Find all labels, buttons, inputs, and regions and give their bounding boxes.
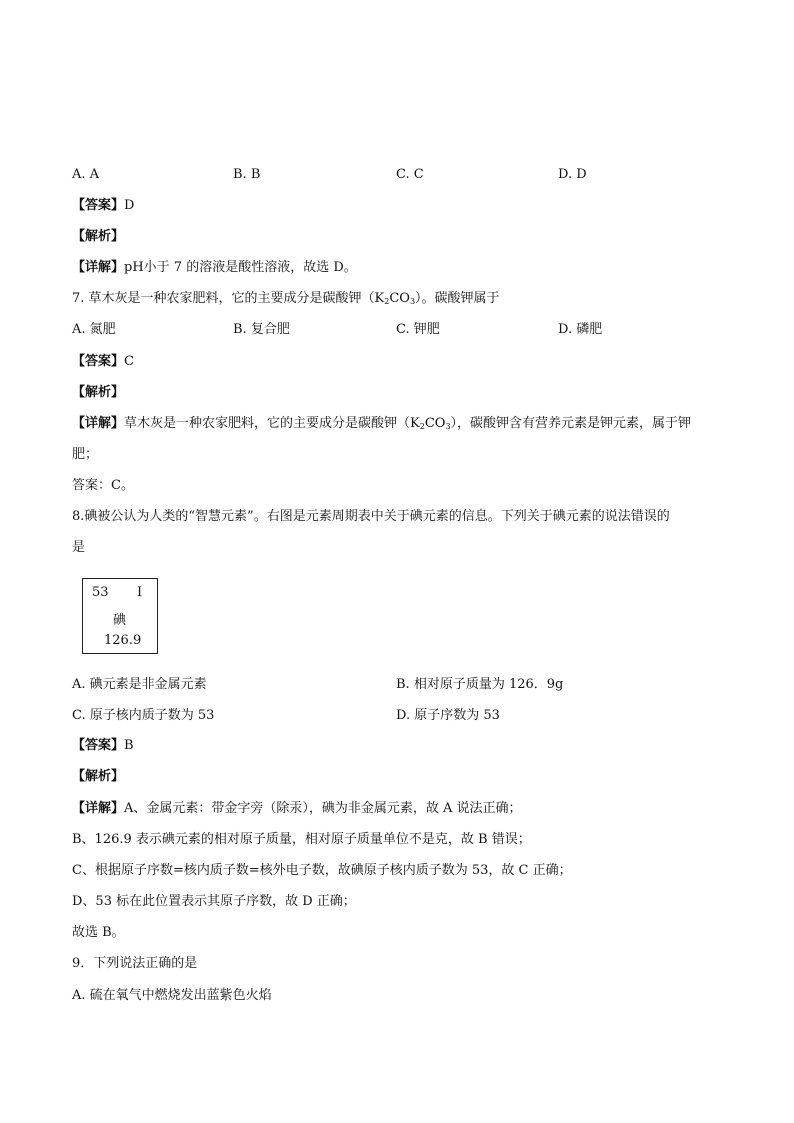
- q7-conclusion: 答案：C。: [72, 478, 134, 493]
- q8-stem-line2: 是: [72, 540, 86, 555]
- q8-stem-line1: 8.碘被公认为人类的“智慧元素”。右图是元素周期表中关于碘元素的信息。下列关于碘元素的说法错误的: [72, 509, 670, 524]
- q7-detail: 【详解】草木灰是一种农家肥料，它的主要成分是碳酸钾$(K_2CO_3)$，碳酸钾含有营养元素是钾元素，属于钾: [72, 416, 692, 431]
- q8-option-c: C. 原子核内质子数为 53: [72, 708, 215, 723]
- q7-options: [72, 321, 732, 339]
- q8-analysis-heading: 【解析】: [72, 769, 125, 784]
- q8-detail-d: D、53 标在此位置表示其原子序数，故 D 正确；: [72, 894, 356, 909]
- iodine-element-card: [82, 578, 158, 654]
- q6-answer: 【答案】D: [72, 198, 135, 213]
- q8-detail-b: B、126.9 表示碘元素的相对原子质量，相对原子质量单位不是克，故 B 错误；: [72, 832, 531, 847]
- q6-analysis-heading: 【解析】: [72, 229, 125, 244]
- q7-analysis-heading: 【解析】: [72, 385, 125, 400]
- q6-option-a: A. A: [72, 167, 100, 182]
- q7-option-a: A. 氮肥: [72, 322, 116, 337]
- q8-option-d: D. 原子序数为 53: [396, 708, 500, 723]
- q8-detail-c: C、根据原子序数=核内质子数=核外电子数，故碘原子核内质子数为 53，故 C 正确；: [72, 863, 572, 878]
- q6-option-b: B. B: [233, 167, 261, 182]
- q8-conclusion: 故选 B。: [72, 925, 125, 940]
- q6-option-d: D. D: [558, 167, 587, 182]
- q6-detail: 【详解】pH小于 7 的溶液是酸性溶液，故选 D。: [72, 260, 357, 275]
- q7-detail-continued: 肥；: [72, 447, 99, 462]
- q7-option-d: D. 磷肥: [558, 322, 603, 337]
- q8-option-b: B. 相对原子质量为 126．9g: [396, 677, 564, 692]
- q9-stem: 9．下列说法正确的是: [72, 956, 198, 971]
- q7-answer: 【答案】C: [72, 354, 134, 369]
- element-atomic-number: 53: [92, 585, 109, 600]
- q9-option-a: A. 硫在氧气中燃烧发出蓝紫色火焰: [72, 988, 272, 1003]
- q8-answer: 【答案】B: [72, 738, 134, 753]
- element-symbol: I: [137, 585, 143, 600]
- q6-option-c: C. C: [396, 167, 424, 182]
- q6-options: [72, 166, 732, 184]
- q8-options-row2: [72, 707, 732, 725]
- element-atomic-mass: 126.9: [104, 633, 142, 648]
- q8-option-a: A. 碘元素是非金属元素: [72, 677, 207, 692]
- q7-option-b: B. 复合肥: [233, 322, 290, 337]
- q8-options-row1: [72, 676, 732, 694]
- q7-stem: 7. 草木灰是一种农家肥料，它的主要成分是碳酸钾$(K_2CO_3)$。碳酸钾属于: [72, 291, 500, 306]
- q7-option-c: C. 钾肥: [396, 322, 440, 337]
- element-name: 碘: [113, 613, 127, 628]
- q8-detail-a: 【详解】A、金属元素：带金字旁（除汞），碘为非金属元素，故 A 说法正确；: [72, 801, 522, 816]
